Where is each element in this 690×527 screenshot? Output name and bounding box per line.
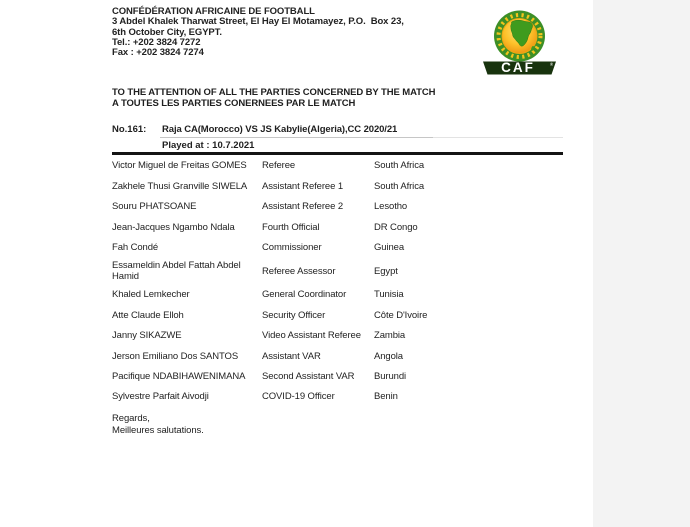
address-line-1: 3 Abdel Khalek Tharwat Street, El Hay El Motamayez, P.O. Box 23, [112, 16, 404, 28]
official-role: Security Officer [262, 309, 326, 321]
official-country: Tunisia [374, 289, 404, 301]
closing-line-en: Regards, [112, 413, 150, 424]
table-row [112, 176, 572, 196]
official-role: Video Assistant Referee [262, 330, 361, 342]
officials-table [112, 156, 572, 407]
address-line-2: 6th October City, EGYPT. [112, 26, 222, 38]
official-name: Pacifique NDABIHAWENIMANA [112, 370, 246, 382]
official-country: Lesotho [374, 201, 408, 213]
table-row [112, 367, 572, 387]
official-name: Jerson Emiliano Dos SANTOS [112, 350, 239, 362]
attention-line-fr: A TOUTES LES PARTIES CONERNEES PAR LE MATCH [112, 97, 356, 109]
table-row [112, 238, 572, 258]
official-role: General Coordinator [262, 289, 347, 301]
official-role: Referee [262, 160, 296, 172]
caf-logo-icon [480, 5, 559, 75]
official-role: Referee Assessor [262, 265, 336, 277]
official-role: Commissioner [262, 242, 322, 253]
official-name: Janny SIKAZWE [112, 330, 182, 342]
official-country: Burundi [374, 370, 407, 382]
official-country: Egypt [374, 265, 398, 277]
caf-logo [480, 5, 559, 75]
official-role: COVID-19 Officer [262, 391, 335, 403]
table-row [112, 346, 572, 366]
attention-line-en: TO THE ATTENTION OF ALL THE PARTIES CONCERNED BY THE MATCH [112, 87, 436, 98]
official-name: Fah Condé [112, 242, 159, 253]
attention-notice [112, 88, 435, 109]
official-name: Zakhele Thusi Granville SIWELA [112, 180, 248, 192]
table-row [112, 156, 572, 176]
official-name: Khaled Lemkecher [112, 289, 190, 301]
official-country: Guinea [374, 242, 405, 253]
match-number: No.161: [112, 124, 147, 135]
table-row [112, 197, 572, 217]
table-row [112, 326, 572, 346]
tel-line: Tel.: +202 3824 7272 [112, 36, 201, 48]
official-country: South Africa [374, 160, 425, 172]
fixture-underline [160, 137, 433, 138]
official-name: Sylvestre Parfait Aivodji [112, 391, 209, 403]
official-country: Angola [374, 350, 403, 362]
official-role: Assistant Referee 2 [262, 201, 344, 213]
table-row [112, 305, 572, 325]
official-name: Jean-Jacques Ngambo Ndala [112, 221, 235, 233]
letterhead [112, 7, 404, 58]
closing-block [112, 413, 204, 438]
table-row [112, 258, 572, 285]
official-role: Second Assistant VAR [262, 370, 355, 382]
table-row [112, 387, 572, 407]
official-country: DR Congo [374, 221, 418, 233]
official-role: Assistant Referee 1 [262, 180, 344, 192]
logo-caf-text: CAF [501, 60, 535, 75]
fax-line: Fax : +202 3824 7274 [112, 47, 204, 59]
official-role: Assistant VAR [262, 350, 321, 362]
official-country: Zambia [374, 330, 406, 342]
viewer-background [593, 0, 690, 527]
official-name: Essameldin Abdel Fattah Abdel Hamid [112, 259, 241, 283]
official-role: Fourth Official [262, 221, 320, 233]
official-name: Atte Claude Elloh [112, 309, 184, 321]
registered-trademark-mark: ® [550, 62, 554, 67]
played-at-date: Played at : 10.7.2021 [162, 140, 255, 151]
official-country: Benin [374, 391, 398, 403]
match-fixture: Raja CA(Morocco) VS JS Kabylie(Algeria),CC 2020/21 [162, 124, 398, 135]
official-name: Souru PHATSOANE [112, 201, 197, 213]
official-country: Côte D'Ivoire [374, 309, 428, 321]
closing-line-fr: Meilleures salutations. [112, 425, 204, 437]
official-country: South Africa [374, 180, 425, 192]
table-row [112, 285, 572, 305]
official-name: Victor Miguel de Freitas GOMES [112, 160, 247, 172]
table-row [112, 217, 572, 237]
org-name: CONFÉDÉRATION AFRICAINE DE FOOTBALL [112, 6, 315, 17]
section-divider [112, 152, 563, 155]
fixture-underline-light [433, 137, 563, 138]
